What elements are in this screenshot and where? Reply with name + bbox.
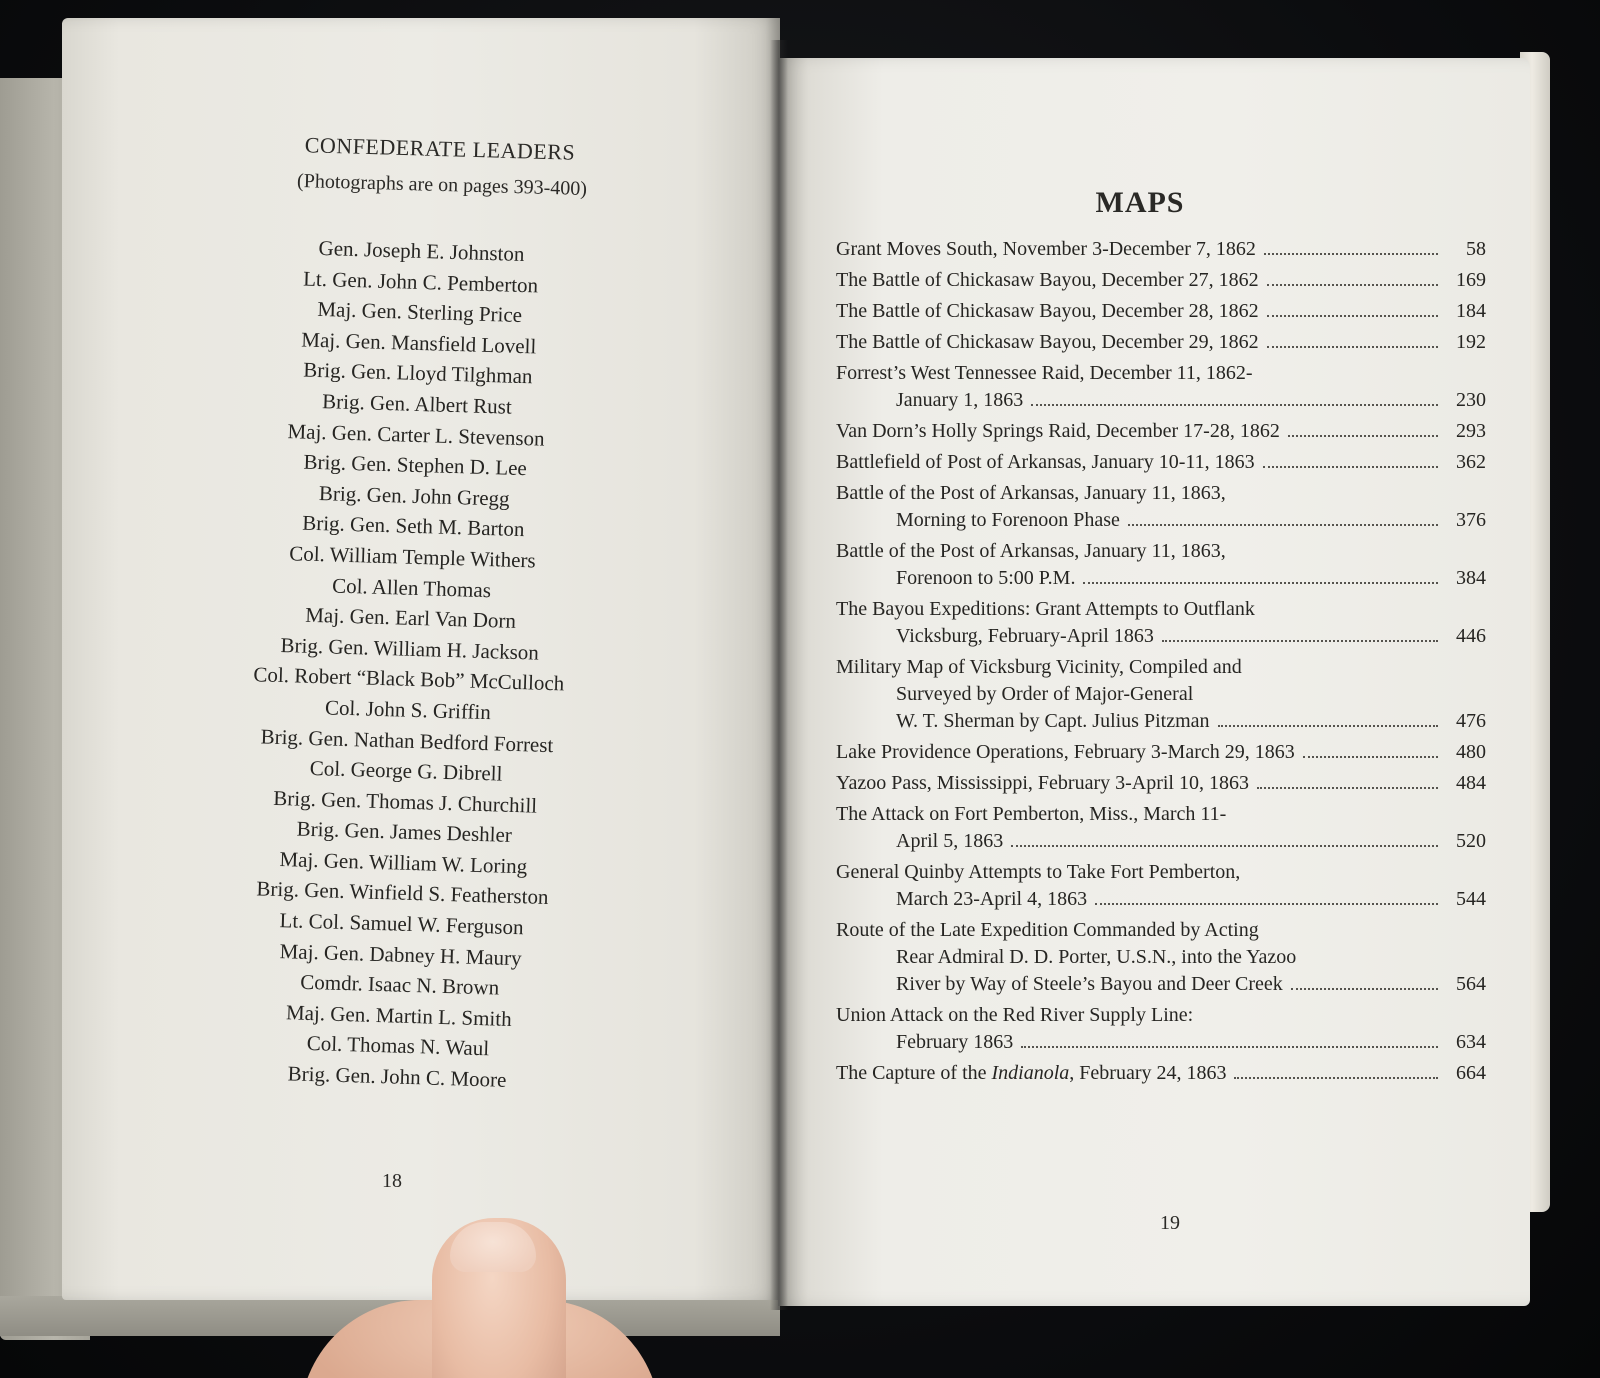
leader-name: Brig. Gen. Stephen D. Lee (303, 449, 528, 481)
map-entry-title: Forrest’s West Tennessee Raid, December 11, 1862- (836, 362, 1253, 384)
map-entry-title: General Quinby Attempts to Take Fort Pemberton, (836, 861, 1241, 883)
map-entry-page: 184 (1456, 300, 1486, 322)
map-entry-title: January 1, 1863 (896, 389, 1024, 411)
map-entry-page: 544 (1456, 888, 1486, 910)
leader-name: Lt. Gen. John C. Pemberton (302, 266, 539, 298)
leader-name: Brig. Gen. Seth M. Barton (301, 510, 525, 542)
leader-name: Brig. Gen. Thomas J. Churchill (272, 785, 538, 818)
map-entry-title: Union Attack on the Red River Supply Line: (836, 1004, 1194, 1026)
map-entry-title: The Battle of Chickasaw Bayou, December 28, 1862 (836, 300, 1259, 322)
map-entry-line (836, 859, 1486, 886)
right-page-number: 19 (1160, 1212, 1180, 1234)
map-entry-line (836, 565, 1486, 592)
map-entry-line (836, 480, 1486, 507)
dot-leader (1267, 284, 1438, 286)
map-entry-line (836, 623, 1486, 650)
leader-name: Col. Robert “Black Bob” McCulloch (253, 662, 565, 696)
map-entry-title: Vicksburg, February-April 1863 (896, 625, 1154, 647)
map-entry-page: 520 (1456, 830, 1486, 852)
map-entry-line (836, 507, 1486, 534)
leader-name: Col. William Temple Withers (288, 541, 537, 573)
map-entry (836, 739, 1486, 766)
map-entry-line (836, 360, 1486, 387)
leaders-list (207, 230, 612, 1098)
map-entry-line (836, 971, 1486, 998)
map-entry-title: Route of the Late Expedition Commanded by Acting (836, 919, 1259, 941)
map-entry-line (836, 596, 1486, 623)
map-entry-line (836, 449, 1486, 476)
map-entry-title: Surveyed by Order of Major-General (896, 683, 1194, 705)
map-entry-title: The Capture of the Indianola, February 24, 1863 (836, 1062, 1227, 1084)
leader-name: Maj. Gen. Dabney H. Maury (279, 938, 522, 970)
dot-leader (1303, 756, 1438, 758)
map-entry-line (836, 917, 1486, 944)
left-page-subheading: (Photographs are on pages 393-400) (296, 169, 588, 201)
map-entry-title: Yazoo Pass, Mississippi, February 3-April 10, 1863 (836, 772, 1249, 794)
thumbnail-nail (450, 1222, 536, 1272)
map-entry (836, 480, 1486, 534)
map-entry-page: 376 (1456, 509, 1486, 531)
map-entry-title: Van Dorn’s Holly Springs Raid, December 17-28, 1862 (836, 420, 1280, 442)
map-entry-line (836, 770, 1486, 797)
map-entry-line (836, 654, 1486, 681)
map-entry-title: April 5, 1863 (896, 830, 1004, 852)
map-entry (836, 298, 1486, 325)
map-entry (836, 449, 1486, 476)
dot-leader (1291, 988, 1438, 990)
map-entry-page: 564 (1456, 973, 1486, 995)
leader-name: Brig. Gen. John Gregg (318, 480, 510, 511)
map-entry-page: 446 (1456, 625, 1486, 647)
dot-leader (1264, 253, 1438, 255)
leader-name: Col. Allen Thomas (331, 573, 492, 602)
map-entry-page: 664 (1456, 1062, 1486, 1084)
dot-leader (1011, 845, 1438, 847)
leader-name: Brig. Gen. Lloyd Tilghman (302, 357, 533, 389)
map-entry-line (836, 298, 1486, 325)
dot-leader (1263, 466, 1438, 468)
map-entry-title: River by Way of Steele’s Bayou and Deer Creek (896, 973, 1283, 995)
map-entry-title: Lake Providence Operations, February 3-March 29, 1863 (836, 741, 1295, 763)
dot-leader (1288, 435, 1438, 437)
map-entry-title: Morning to Forenoon Phase (896, 509, 1120, 531)
map-entry (836, 1002, 1486, 1056)
map-entry-page: 192 (1456, 331, 1486, 353)
leader-name: Maj. Gen. Carter L. Stevenson (287, 418, 546, 451)
left-page-number: 18 (382, 1170, 402, 1192)
leader-name: Maj. Gen. Sterling Price (317, 297, 523, 328)
maps-list (836, 236, 1486, 1091)
leader-name: Comdr. Isaac N. Brown (300, 969, 500, 1000)
dot-leader (1083, 582, 1438, 584)
map-entry-title: Battle of the Post of Arkansas, January 11, 1863, (836, 540, 1226, 562)
map-entry-line (836, 944, 1486, 971)
map-entry-line (836, 681, 1486, 708)
map-entry-line (836, 538, 1486, 565)
map-entry (836, 1060, 1486, 1087)
leader-name: Brig. Gen. Albert Rust (321, 389, 513, 419)
map-entry-page: 293 (1456, 420, 1486, 442)
map-entry-title: W. T. Sherman by Capt. Julius Pitzman (896, 710, 1210, 732)
leader-name: Brig. Gen. William H. Jackson (280, 632, 540, 665)
map-entry-line (836, 329, 1486, 356)
map-entry-title: Military Map of Vicksburg Vicinity, Compiled and (836, 656, 1242, 678)
map-entry (836, 538, 1486, 592)
leader-name: Maj. Gen. William W. Loring (279, 846, 528, 879)
map-entry-title: February 1863 (896, 1031, 1014, 1053)
map-entry (836, 329, 1486, 356)
dot-leader (1162, 640, 1438, 642)
map-entry (836, 236, 1486, 263)
map-entry-line (836, 828, 1486, 855)
map-entry-title: The Battle of Chickasaw Bayou, December 27, 1862 (836, 269, 1259, 291)
map-entry-line (836, 801, 1486, 828)
map-entry (836, 770, 1486, 797)
map-entry-page: 634 (1456, 1031, 1486, 1053)
map-entry-page: 384 (1456, 567, 1486, 589)
map-entry-line (836, 886, 1486, 913)
map-entry (836, 596, 1486, 650)
dot-leader (1095, 903, 1438, 905)
book-gutter (770, 40, 788, 1310)
map-entry-line (836, 267, 1486, 294)
dot-leader (1021, 1046, 1438, 1048)
map-entry-line (836, 418, 1486, 445)
map-entry (836, 267, 1486, 294)
map-entry-title: Forenoon to 5:00 P.M. (896, 567, 1076, 589)
leader-name: Brig. Gen. John C. Moore (287, 1061, 507, 1092)
leader-name: Maj. Gen. Mansfield Lovell (301, 327, 537, 359)
maps-heading: MAPS (1095, 186, 1185, 219)
map-entry-page: 362 (1456, 451, 1486, 473)
dot-leader (1267, 315, 1438, 317)
leader-name: Col. John S. Griffin (324, 695, 492, 725)
dot-leader (1234, 1077, 1438, 1079)
map-entry (836, 418, 1486, 445)
dot-leader (1128, 524, 1438, 526)
leader-name: Col. Thomas N. Waul (306, 1031, 490, 1061)
map-entry-title: The Battle of Chickasaw Bayou, December 29, 1862 (836, 331, 1259, 353)
dot-leader (1218, 725, 1438, 727)
leader-name: Gen. Joseph E. Johnston (318, 235, 525, 267)
map-entry-title: The Attack on Fort Pemberton, Miss., March 11- (836, 803, 1227, 825)
map-entry-line (836, 387, 1486, 414)
map-entry (836, 654, 1486, 735)
dot-leader (1031, 404, 1438, 406)
leader-name: Brig. Gen. Winfield S. Featherston (256, 876, 549, 910)
map-entry (836, 801, 1486, 855)
map-entry-page: 58 (1466, 238, 1486, 260)
leader-name: Maj. Gen. Martin L. Smith (285, 1000, 513, 1031)
leader-name: Maj. Gen. Earl Van Dorn (304, 602, 517, 634)
map-entry-title: The Bayou Expeditions: Grant Attempts to Outflank (836, 598, 1255, 620)
map-entry-title: Battle of the Post of Arkansas, January 11, 1863, (836, 482, 1226, 504)
leader-name: Brig. Gen. Nathan Bedford Forrest (260, 723, 554, 757)
map-entry-line (836, 1002, 1486, 1029)
leader-name: Lt. Col. Samuel W. Ferguson (279, 908, 524, 940)
map-entry (836, 360, 1486, 414)
map-entry-line (836, 739, 1486, 766)
map-entry-title: Grant Moves South, November 3-December 7, 1862 (836, 238, 1256, 260)
map-entry-page: 480 (1456, 741, 1486, 763)
map-entry-line (836, 1060, 1486, 1087)
leader-name: Col. George G. Dibrell (309, 756, 503, 786)
dot-leader (1257, 787, 1438, 789)
dot-leader (1267, 346, 1438, 348)
map-entry-title: Rear Admiral D. D. Porter, U.S.N., into the Yazoo (896, 946, 1297, 968)
map-entry-page: 169 (1456, 269, 1486, 291)
leader-name: Brig. Gen. James Deshler (296, 816, 513, 848)
map-entry (836, 859, 1486, 913)
map-entry-line (836, 236, 1486, 263)
map-entry-page: 484 (1456, 772, 1486, 794)
map-entry-page: 230 (1456, 389, 1486, 411)
map-entry-page: 476 (1456, 710, 1486, 732)
map-entry (836, 917, 1486, 998)
map-entry-title: March 23-April 4, 1863 (896, 888, 1088, 910)
left-page-heading: CONFEDERATE LEADERS (304, 132, 576, 165)
map-entry-title: Battlefield of Post of Arkansas, January 10-11, 1863 (836, 451, 1255, 473)
map-entry-line (836, 708, 1486, 735)
map-entry-line (836, 1029, 1486, 1056)
